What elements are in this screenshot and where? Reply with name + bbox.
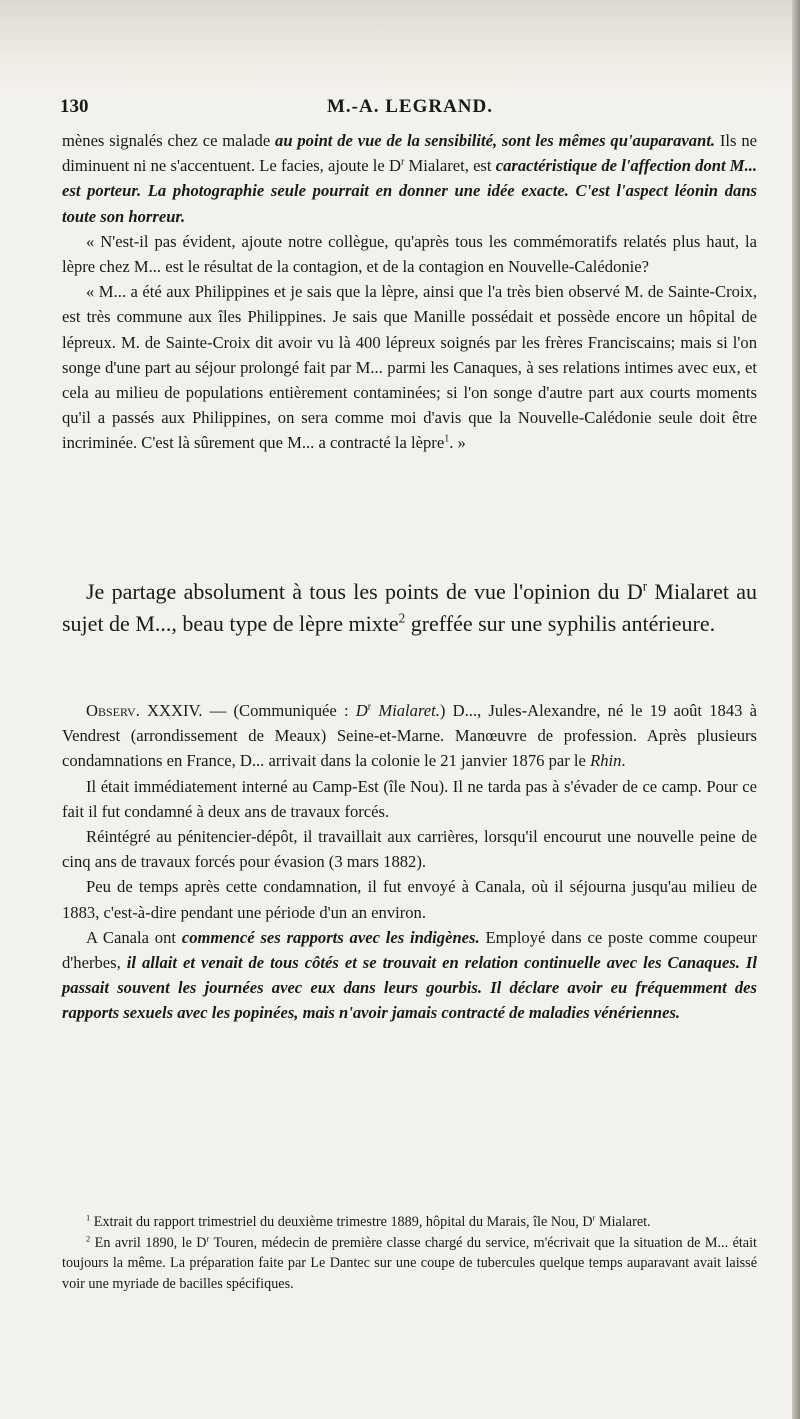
paragraph-1: mènes signalés chez ce malade au point de vue de la sensibilité, sont les mêmes qu'auparavant. Ils ne diminuent ni ne s'accentuent. Le facies, ajoute le $D^r$ Mialaret, est caractéristique de l'affection dont M... est porteur. La photographie seule pourrait en donner une idée exacte. C'est l'aspect léonin dans toute son horreur. — [62, 131, 758, 226]
paragraph-6: Il était immédiatement interné au Camp-Est (île Nou). Il ne tarda pas à s'évader de ce camp. Pour ce fait il fut condamné à deux ans de travaux forcés. — [62, 776, 757, 821]
paragraph-2: « N'est-il pas évident, ajoute notre collègue, qu'après tous les commémoratifs relatés plus haut, la lèpre chez M... est le résultat de la contagion, et de la contagion en Nouvelle-Calédonie? — [62, 231, 757, 277]
footnotes — [62, 1212, 757, 1294]
main-text — [62, 128, 757, 456]
page-edge-shadow — [792, 0, 800, 1419]
author-statement — [62, 576, 757, 640]
footnote-2: $^2$ En avril 1890, le $D^r$ Touren, médecin de première classe chargé du service, m'écrivait que la situation de M... était toujours la même. La préparation faite par Le Dantec sur une coupe de tubercules quelque temps auparavant avait laissé voir une myriade de bacilles spécifiques. — [62, 1232, 757, 1292]
page-number: 130 — [60, 96, 89, 117]
paragraph-8: Peu de temps après cette condamnation, il fut envoyé à Canala, où il séjourna jusqu'au milieu de 1883, c'est-à-dire pendant une période d'un an environ. — [62, 877, 757, 922]
observation-text — [62, 698, 757, 1026]
page-header — [60, 96, 760, 122]
footnote-1: $^1$ Extrait du rapport trimestriel du deuxième trimestre 1889, hôpital du Marais, île Nou, $D^r$ Mialaret. — [86, 1212, 651, 1230]
running-head: M.-A. LEGRAND. — [327, 96, 493, 117]
paragraph-7: Réintégré au pénitencier-dépôt, il travaillait aux carrières, lorsqu'il encourut une nouvelle peine de cinq ans de travaux forcés pour évasion (3 mars 1882). — [62, 827, 757, 872]
paragraph-4: Je partage absolument à tous les points de vue l'opinion du $D^r$ Mialaret au sujet de M..., beau type de lèpre mixte$^2$ greffée sur une syphilis antérieure. — [62, 578, 757, 636]
paragraph-9: A Canala ont commencé ses rapports avec les indigènes. Employé dans ce poste comme coupeur d'herbes, il allait et venait de tous côtés et se trouvait en relation continuelle avec les Canaques. Il passait souvent les journées avec eux dans leurs gourbis. Il déclare avoir eu fréquemment des rapports sexuels avec les popinées, mais n'avoir jamais contracté de maladies vénériennes. — [62, 927, 757, 1023]
paragraph-3: « M... a été aux Philippines et je sais que la lèpre, ainsi que l'a très bien observé M. de Sainte-Croix, est très commune aux îles Philippines. Je sais que Manille possédait et possède encore un hôpital de lépreux. M. de Sainte-Croix dit avoir vu là 400 lépreux soignés par les frères Franciscains; mais si l'on songe d'une part au séjour prolongé fait par M... parmi les Canaques, à ses relations intimes avec eux, et cela au milieu de populations entièrement contaminées; si l'on songe d'autre part aux courts moments qu'il a passés aux Philippines, on sera comme moi d'avis que la Nouvelle-Calédonie seule doit être incriminée. C'est là sûrement que M... a contracté la lèpre$^1$. » — [62, 282, 757, 453]
paragraph-5: Observ. XXXIV. — (Communiquée : $D^r$ Mialaret.) D..., Jules-Alexandre, né le 19 août 1843 à Vendrest (arrondissement de Meaux) Seine-et-Marne. Manœuvre de profession. Après plusieurs condamnations en France, D... arrivait dans la colonie le 21 janvier 1876 par le Rhin. — [62, 701, 757, 771]
